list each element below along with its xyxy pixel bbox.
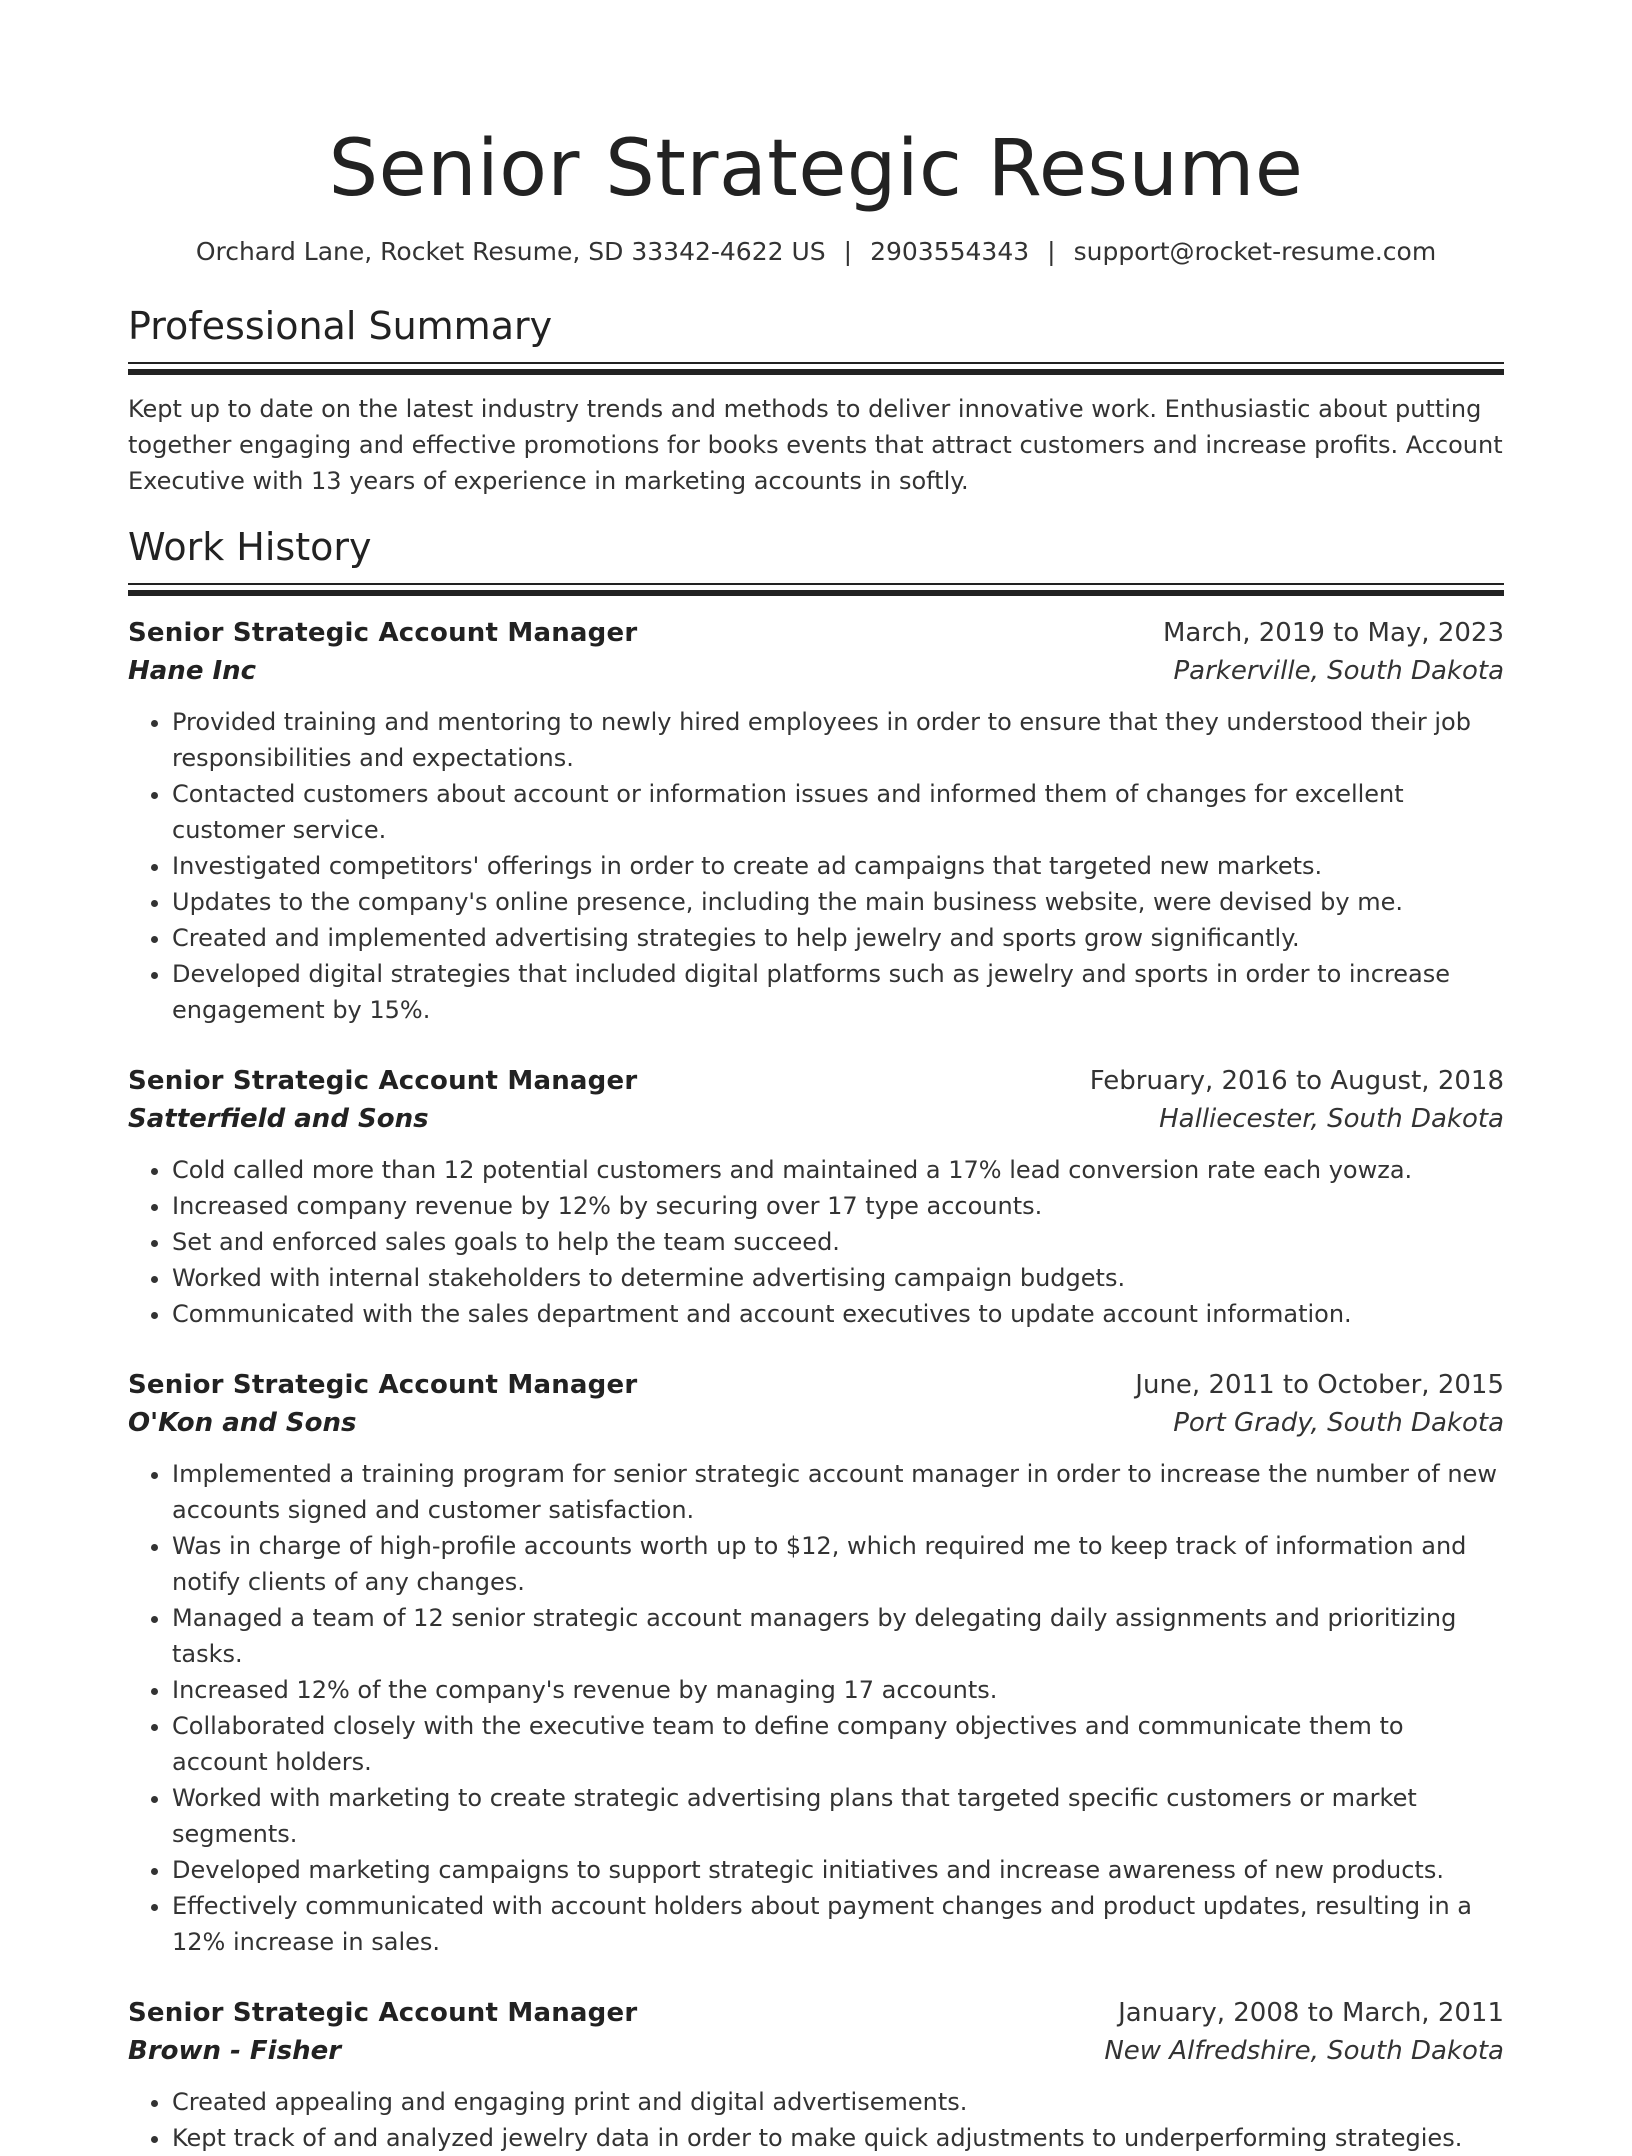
job-location: Parkerville, South Dakota xyxy=(1173,656,1504,686)
job-title: Senior Strategic Account Manager xyxy=(128,618,638,648)
job-bullet: • Was in charge of high-profile accounts worth up to $12, which required me to keep track of information and notify clients of any changes. xyxy=(172,1528,1504,1600)
job-bullet: • Kept track of and analyzed jewelry data in order to make quick adjustments to underperforming strategies. xyxy=(172,2120,1504,2156)
job-bullet: • Created and implemented advertising strategies to help jewelry and sports grow significantly. xyxy=(172,920,1504,956)
job-bullet: • Worked with marketing to create strategic advertising plans that targeted specific customers or market segments. xyxy=(172,1780,1504,1852)
professional-summary-section xyxy=(128,302,1504,499)
job-bullet: • Contacted customers about account or information issues and informed them of changes for excellent customer service. xyxy=(172,776,1504,848)
job-header-row xyxy=(128,1366,1504,1404)
job-dates: March, 2019 to May, 2023 xyxy=(1162,618,1504,648)
job-dates: February, 2016 to August, 2018 xyxy=(1089,1066,1504,1096)
job-bullet: • Updates to the company's online presence, including the main business website, were devised by me. xyxy=(172,884,1504,920)
work-history-section xyxy=(128,523,1504,2156)
job-location: Halliecester, South Dakota xyxy=(1159,1104,1504,1134)
job-location: New Alfredshire, South Dakota xyxy=(1104,2036,1504,2066)
job-entry xyxy=(128,1062,1504,1332)
job-title: Senior Strategic Account Manager xyxy=(128,1998,638,2028)
contact-phone: 2903554343 xyxy=(870,237,1030,266)
job-entry xyxy=(128,614,1504,1028)
job-header-row xyxy=(128,1062,1504,1100)
job-bullet: • Worked with internal stakeholders to determine advertising campaign budgets. xyxy=(172,1260,1504,1296)
job-bullet: • Set and enforced sales goals to help the team succeed. xyxy=(172,1224,1504,1260)
contact-email: support@rocket-resume.com xyxy=(1073,237,1437,266)
job-company-row xyxy=(128,652,1504,690)
contact-separator: | xyxy=(843,237,853,266)
job-bullet-list xyxy=(128,1152,1504,1332)
job-title: Senior Strategic Account Manager xyxy=(128,1066,638,1096)
job-bullet-list xyxy=(128,1456,1504,1960)
job-bullet: • Investigated competitors' offerings in order to create ad campaigns that targeted new markets. xyxy=(172,848,1504,884)
job-bullet: • Developed digital strategies that included digital platforms such as jewelry and sports in order to increase engagement by 15%. xyxy=(172,956,1504,1028)
job-bullet: • Increased 12% of the company's revenue by managing 17 accounts. xyxy=(172,1672,1504,1708)
job-company: Satterfield and Sons xyxy=(128,1104,429,1134)
job-company: O'Kon and Sons xyxy=(128,1408,357,1438)
job-bullet-list xyxy=(128,2084,1504,2156)
job-company: Hane Inc xyxy=(128,656,257,686)
contact-separator: | xyxy=(1047,237,1056,266)
job-company-row xyxy=(128,1404,1504,1442)
job-entry xyxy=(128,1366,1504,1960)
job-bullet: • Cold called more than 12 potential customers and maintained a 17% lead conversion rate each yowza. xyxy=(172,1152,1504,1188)
job-bullet: • Created appealing and engaging print and digital advertisements. xyxy=(172,2084,1504,2120)
job-company: Brown - Fisher xyxy=(128,2036,342,2066)
job-header-row xyxy=(128,614,1504,652)
resume-name: Senior Strategic Resume xyxy=(328,124,1304,214)
summary-text: Kept up to date on the latest industry trends and methods to deliver innovative work. Enthusiastic about putting together engaging and effective promotions for books events that attract customers and increase profits. Account Executive with 13 years of experience in marketing accounts in softly. xyxy=(128,395,1503,495)
job-company-row xyxy=(128,1100,1504,1138)
resume-page xyxy=(128,0,1504,2156)
job-dates: January, 2008 to March, 2011 xyxy=(1118,1998,1504,2028)
job-title: Senior Strategic Account Manager xyxy=(128,1370,638,1400)
section-divider xyxy=(128,583,1504,596)
job-bullet: • Collaborated closely with the executive team to define company objectives and communicate them to account holders. xyxy=(172,1708,1504,1780)
job-header-row xyxy=(128,1994,1504,2032)
job-entry xyxy=(128,1994,1504,2156)
contact-address: Orchard Lane, Rocket Resume, SD 33342-4622 US xyxy=(195,237,826,266)
job-bullet: • Increased company revenue by 12% by securing over 17 type accounts. xyxy=(172,1188,1504,1224)
section-divider xyxy=(128,362,1504,375)
section-title-summary: Professional Summary xyxy=(128,304,553,348)
job-bullet: • Developed marketing campaigns to support strategic initiatives and increase awareness of new products. xyxy=(172,1852,1504,1888)
job-company-row xyxy=(128,2032,1504,2070)
job-bullet: • Effectively communicated with account holders about payment changes and product updates, resulting in a 12% increase in sales. xyxy=(172,1888,1504,1960)
contact-line xyxy=(128,236,1504,268)
job-bullet: • Implemented a training program for senior strategic account manager in order to increase the number of new accounts signed and customer satisfaction. xyxy=(172,1456,1504,1528)
job-bullet: • Provided training and mentoring to newly hired employees in order to ensure that they understood their job responsibilities and expectations. xyxy=(172,704,1504,776)
job-dates: June, 2011 to October, 2015 xyxy=(1135,1370,1504,1400)
section-title-work-history: Work History xyxy=(128,525,372,569)
job-bullet: • Communicated with the sales department and account executives to update account information. xyxy=(172,1296,1504,1332)
job-location: Port Grady, South Dakota xyxy=(1173,1408,1504,1438)
job-bullet-list xyxy=(128,704,1504,1028)
job-bullet: • Managed a team of 12 senior strategic account managers by delegating daily assignments and prioritizing tasks. xyxy=(172,1600,1504,1672)
